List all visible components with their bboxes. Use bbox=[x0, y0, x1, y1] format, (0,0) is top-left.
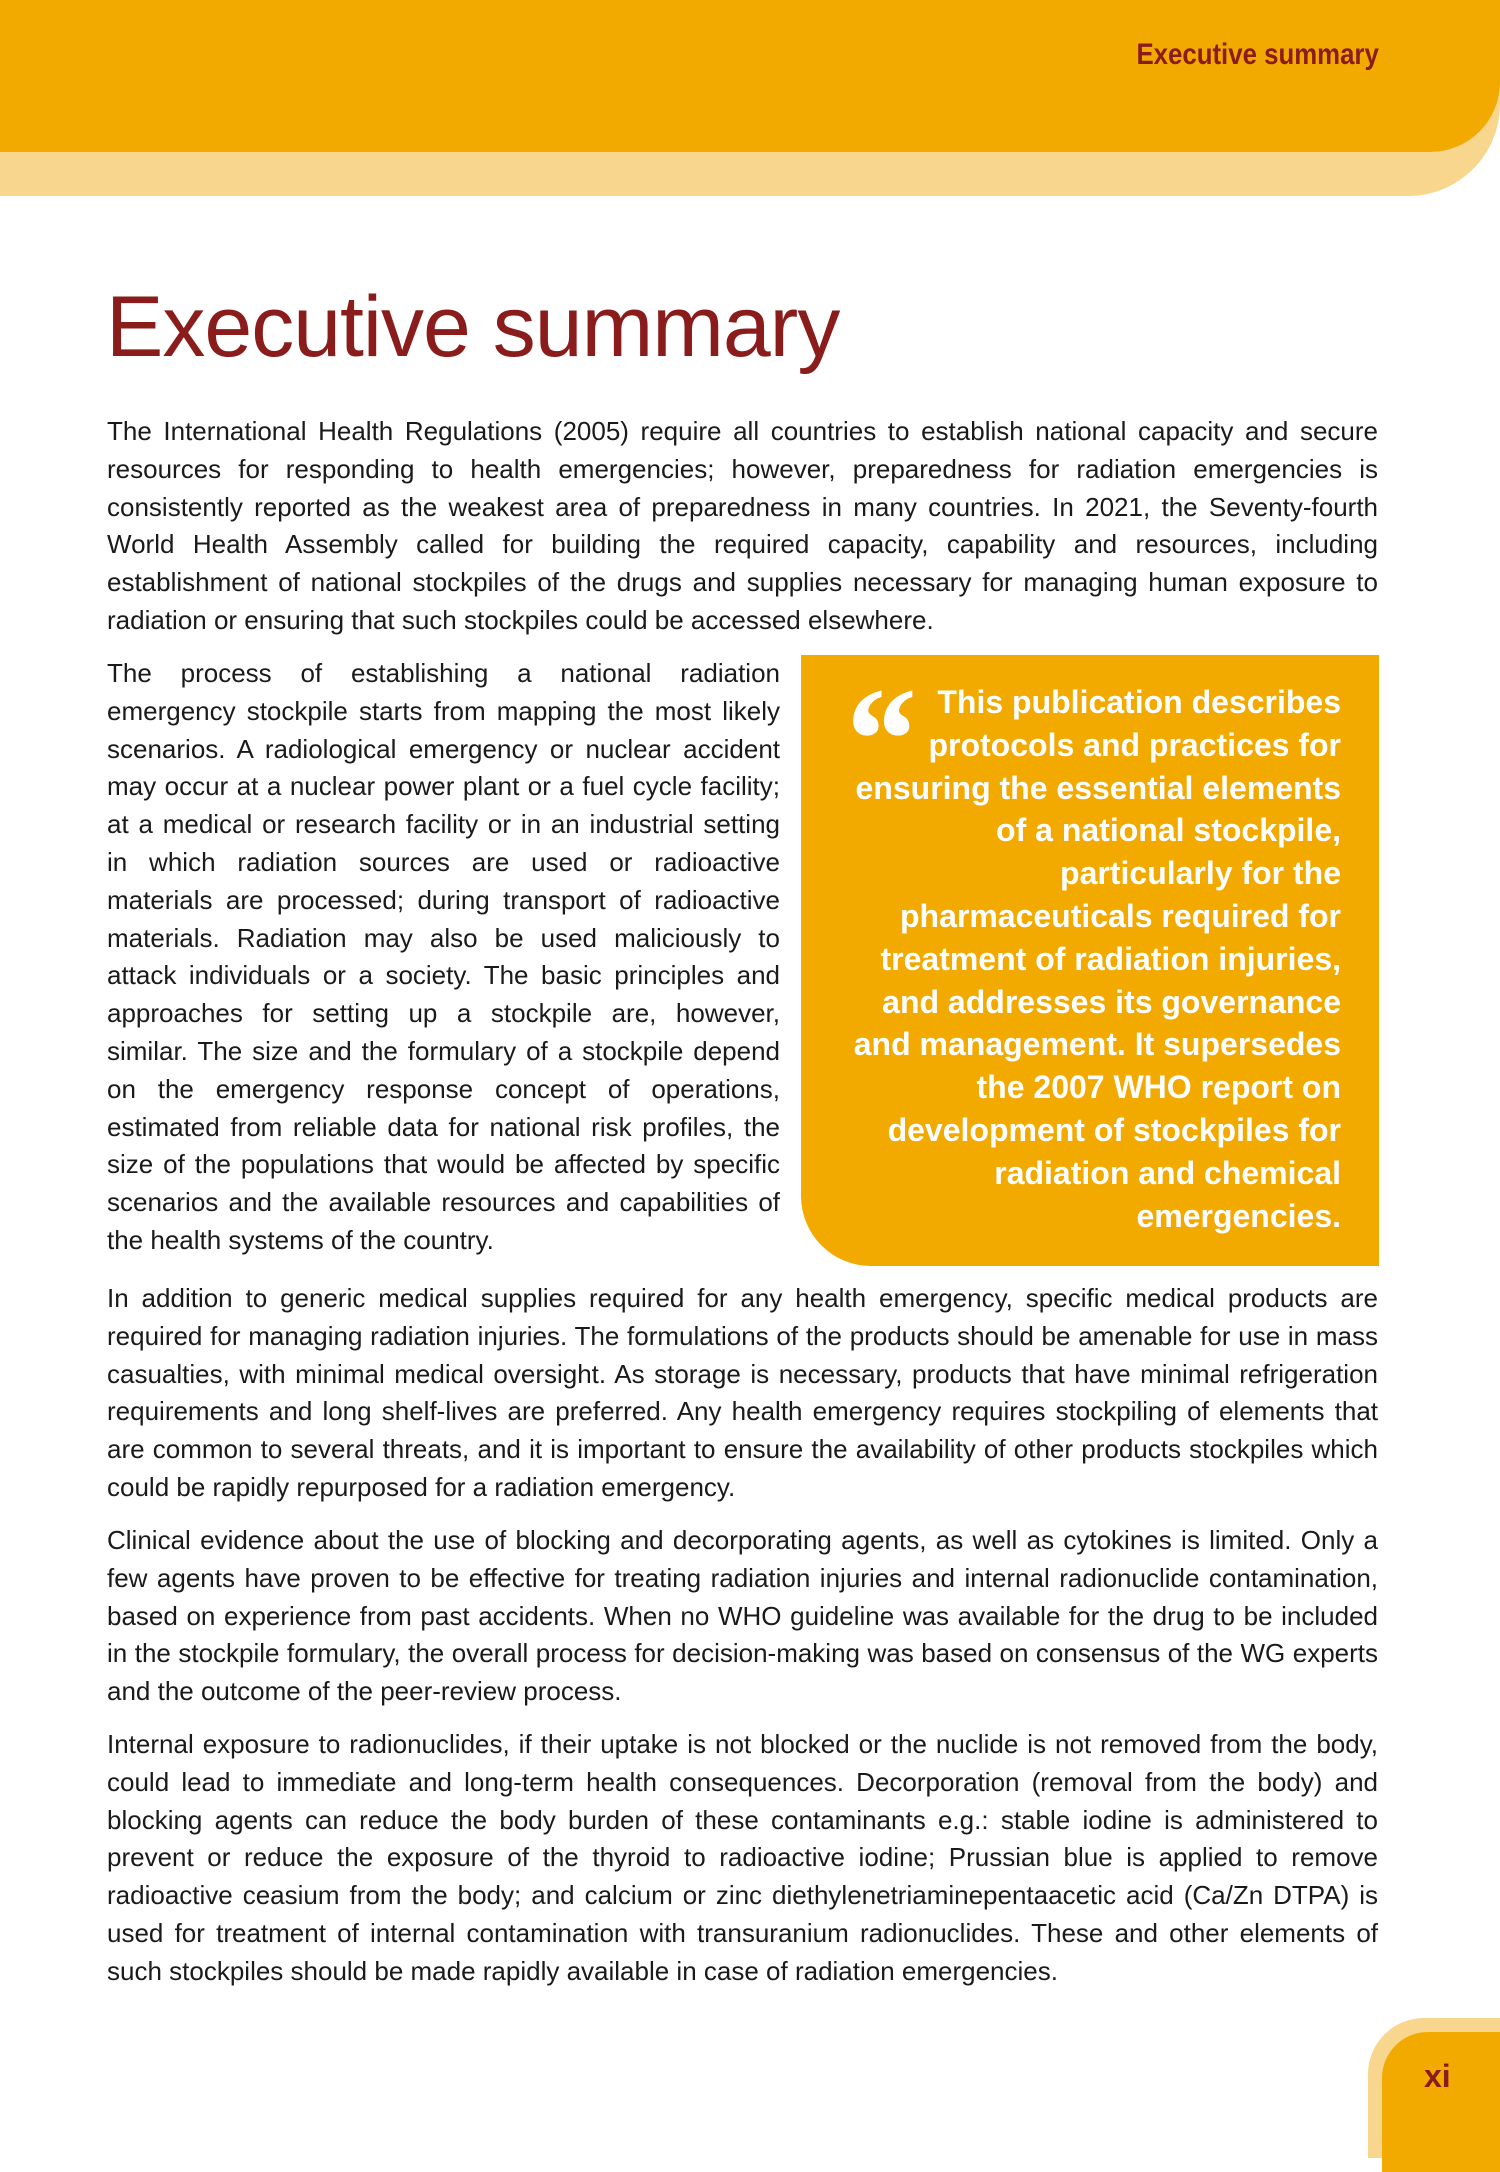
page-number: xi bbox=[1424, 2058, 1451, 2094]
paragraph-medical-supplies: In addition to generic medical supplies required for any health emergency, specific medical products are required for managing radiation injuries. The formulations of the products should be amenable for use in mass casualties, with minimal medical oversight. As storage is necessary, products that have minimal refrigeration requirements and long shelf-lives are preferred. Any health emergency requires stockpiling of elements that are common to several threats, and it is important to ensure the availability of other products stockpiles which could be rapidly repurposed for a radiation emergency. bbox=[107, 1283, 1378, 1502]
pull-quote-text: This publication describes protocols and practices for ensuring the essential elements of a national stockpile, particularly for the pharmaceuticals required for treatment of radiation injuries, and addresses its governance and management. It supersedes the 2007 WHO report on development of stockpiles for radiation and chemical emergencies. bbox=[853, 684, 1341, 1234]
page-number-tab bbox=[1382, 2032, 1500, 2172]
paragraph-internal-exposure: Internal exposure to radionuclides, if their uptake is not blocked or the nuclide is not removed from the body, could lead to immediate and long-term health consequences. Decorporation (removal from the body) and blocking agents can reduce the body burden of these contaminants e.g.: stable iodine is administered to prevent or reduce the exposure of the thyroid to radioactive iodine; Prussian blue is applied to remove radioactive ceasium from the body; and calcium or zinc diethylenetriaminepentaacetic acid (Ca/Zn DTPA) is used for treatment of internal contamination with transuranium radionuclides. These and other elements of such stockpiles should be made rapidly available in case of radiation emergencies. bbox=[107, 1729, 1378, 1986]
pull-quote-box bbox=[801, 655, 1379, 1266]
quote-mark-icon: “ bbox=[839, 657, 914, 823]
header-band bbox=[0, 0, 1500, 152]
paragraph-ihr-preparedness: The International Health Regulations (2005) require all countries to establish national capacity and secure resources for responding to health emergencies; however, preparedness for radiation emergencies is consistently reported as the weakest area of preparedness in many countries. In 2021, the Seventy-fourth World Health Assembly called for building the required capacity, capability and resources, including establishment of national stockpiles of the drugs and supplies necessary for managing human exposure to radiation or ensuring that such stockpiles could be accessed elsewhere. bbox=[107, 416, 1378, 635]
page-title: Executive summary bbox=[106, 279, 840, 375]
paragraph-stockpile-process: The process of establishing a national radiation emergency stockpile starts from mapping the most likely scenarios. A radiological emergency or nuclear accident may occur at a nuclear power plant or a fuel cycle facility; at a medical or research facility or in an industrial setting in which radiation sources are used or radioactive materials are processed; during transport of radioactive materials. Radiation may also be used maliciously to attack individuals or a society. The basic principles and approaches for setting up a stockpile are, however, similar. The size and the formulary of a stockpile depend on the emergency response concept of operations, estimated from reliable data for national risk profiles, the size of the populations that would be affected by specific scenarios and the available resources and capabilities of the health systems of the country. bbox=[107, 658, 780, 1255]
running-header-title: Executive summary bbox=[1136, 38, 1379, 71]
paragraph-clinical-evidence: Clinical evidence about the use of blocking and decorporating agents, as well as cytokines is limited. Only a few agents have proven to be effective for treating radiation injuries and internal radionuclide contamination, based on experience from past accidents. When no WHO guideline was available for the drug to be included in the stockpile formulary, the overall process for decision-making was based on consensus of the WG experts and the outcome of the peer-review process. bbox=[107, 1525, 1378, 1707]
